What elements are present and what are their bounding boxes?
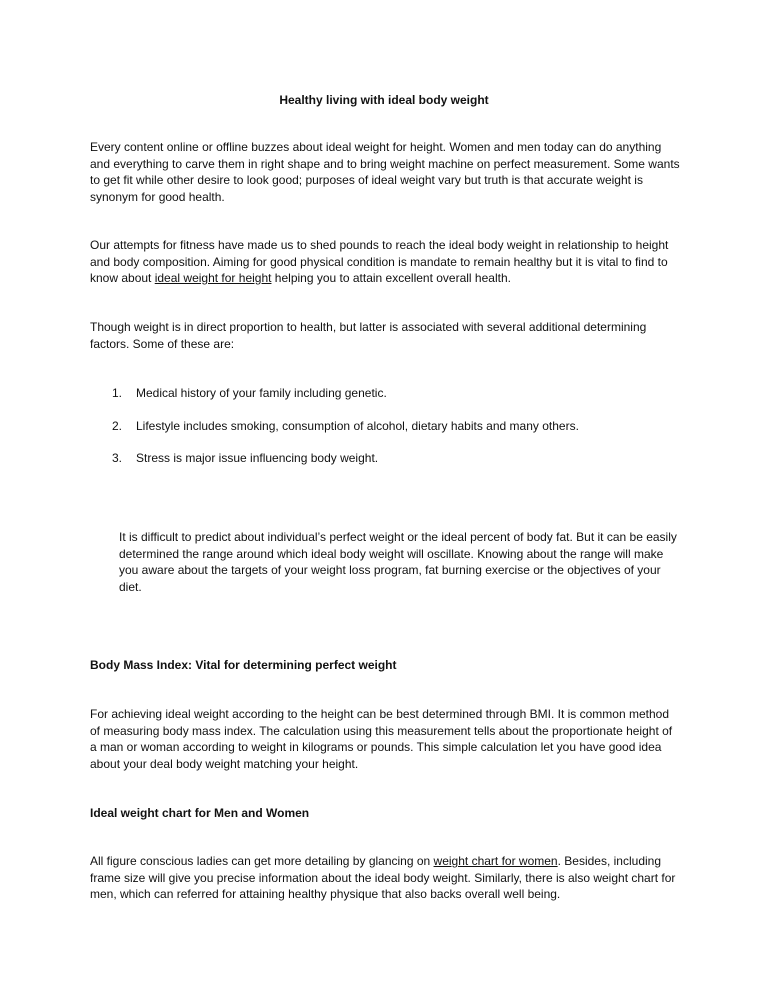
paragraph-factors: Though weight is in direct proportion to health, but latter is associated with several additional determining factors. Some of these are: xyxy=(90,320,647,351)
list-item-text: Lifestyle includes smoking, consumption of alcohol, dietary habits and many others. xyxy=(136,419,579,433)
paragraph-fitness xyxy=(90,237,680,287)
paragraph-range: It is difficult to predict about individual’s perfect weight or the ideal percent of body fat. But it can be easily determined the range around which ideal body weight will oscillate. Knowing about the range will make you aware about the targets of your weight loss program, fat burning exercise or the objectives of your diet. xyxy=(119,530,677,594)
heading-weight-chart: Ideal weight chart for Men and Women xyxy=(90,806,310,820)
heading-bmi: Body Mass Index: Vital for determining perfect weight xyxy=(90,658,397,672)
list-item xyxy=(112,450,682,467)
document-title: Healthy living with ideal body weight xyxy=(279,93,489,107)
paragraph-fitness-text-1: Our attempts for fitness have made us to shed pounds to reach the ideal body weight in relationship to height and body composition. Aiming for good physical condition is mandate to remain healthy but it is vital to find to know about xyxy=(90,238,669,285)
list-item-number: 1. xyxy=(112,386,123,400)
paragraph-intro: Every content online or offline buzzes about ideal weight for height. Women and men today can do anything and everything to carve them in right shape and to bring weight machine on perfect measurement. Some wants to get fit while other desire to look good; purposes of ideal weight vary but truth is that accurate weight is synonym for good health. xyxy=(90,140,680,204)
paragraph-bmi: For achieving ideal weight according to the height can be best determined through BMI. It is common method of measuring body mass index. The calculation using this measurement tells about the proportionate height of a man or woman according to weight in kilograms or pounds. This simple calculation let you have good idea about your deal body weight matching your height. xyxy=(90,707,673,771)
ideal-weight-for-height-link[interactable]: ideal weight for height xyxy=(154,271,272,285)
list-item-number: 3. xyxy=(112,451,123,465)
list-item-text: Medical history of your family including genetic. xyxy=(136,386,387,400)
list-item-text: Stress is major issue influencing body weight. xyxy=(136,451,379,465)
paragraph-fitness-text-2: helping you to attain excellent overall health. xyxy=(271,271,511,285)
paragraph-weight-chart-text-1: All figure conscious ladies can get more detailing by glancing on xyxy=(90,854,434,868)
weight-chart-for-women-link[interactable]: weight chart for women xyxy=(433,854,558,868)
paragraph-weight-chart-text-2: . Besides, including frame size will give you precise information about the ideal body weight. Similarly, there is also weight chart for men, which can referred for attaining healthy physique that also backs overall well being. xyxy=(90,854,676,901)
paragraph-weight-chart xyxy=(90,853,680,903)
list-item-number: 2. xyxy=(112,419,123,433)
list-item xyxy=(112,418,682,435)
list-item xyxy=(112,385,682,402)
